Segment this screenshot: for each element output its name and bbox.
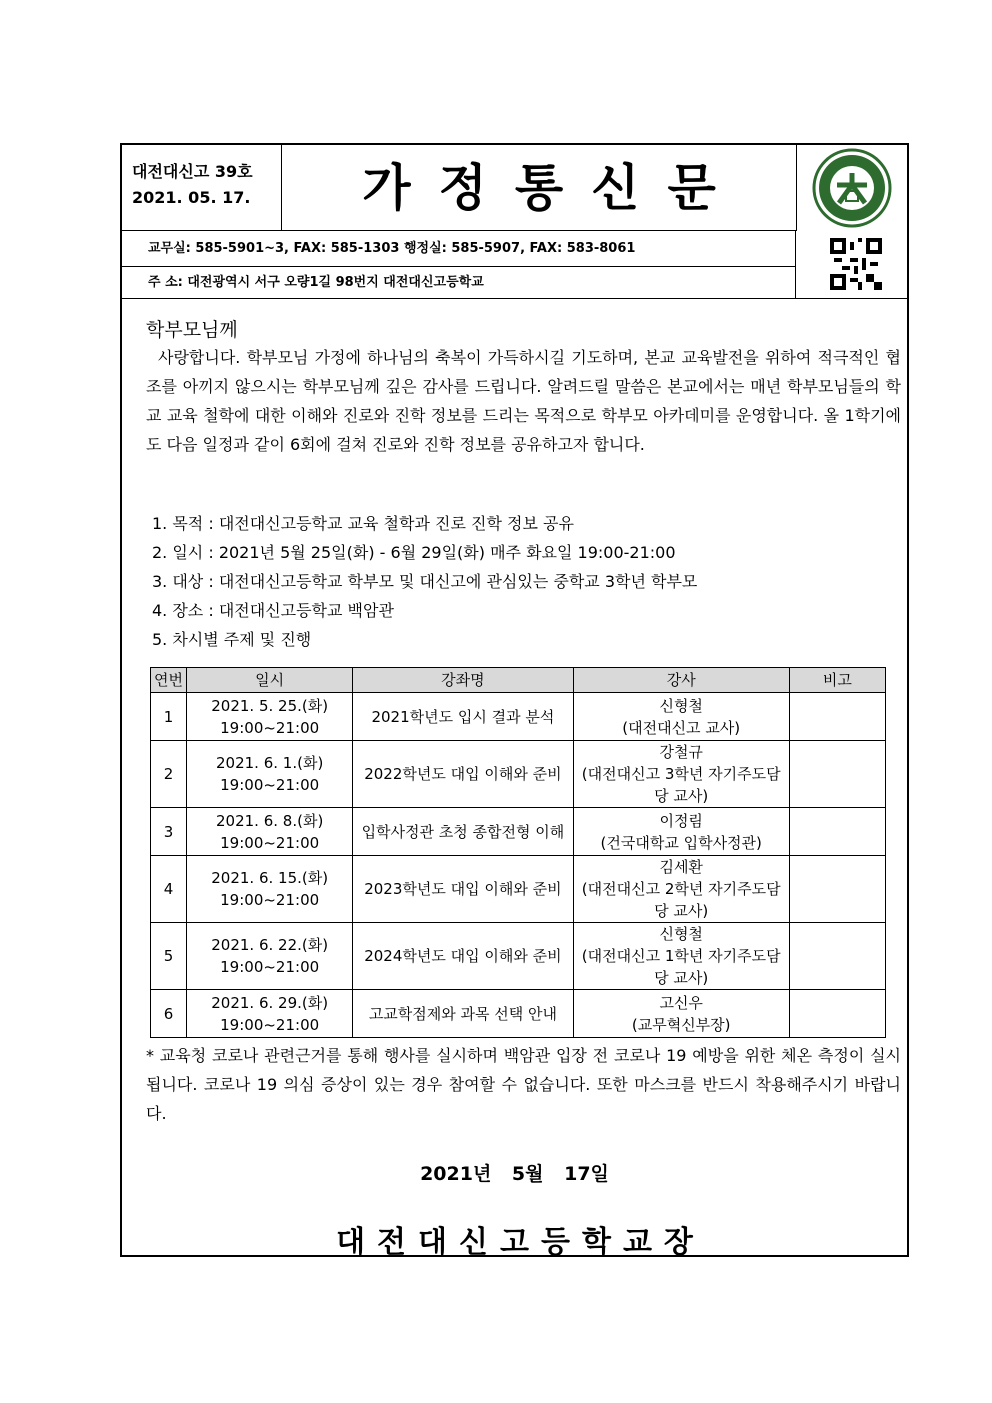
header-no: 연번 bbox=[151, 668, 187, 693]
cell-date-date: 2021. 6. 29.(화) bbox=[211, 993, 329, 1012]
cell-topic-topic: 2021학년도 입시 결과 분석 bbox=[371, 707, 555, 726]
cell-lecturer-lecturer: 신형철 bbox=[659, 925, 703, 943]
cell-topic-topic: 2024학년도 대입 이해와 준비 bbox=[364, 947, 562, 965]
cell-lecturer bbox=[573, 856, 789, 923]
issue-box bbox=[122, 145, 282, 231]
school-emblem-icon bbox=[796, 145, 907, 231]
cell-no bbox=[151, 923, 187, 990]
cell-lecturer-lecturer: 신형철 bbox=[659, 696, 703, 715]
cell-topic bbox=[353, 693, 573, 741]
cell-lecturer-lecturer: 강철규 bbox=[659, 743, 703, 761]
cell-no-no: 6 bbox=[163, 1004, 174, 1023]
cell-no-no: 4 bbox=[163, 880, 174, 898]
salutation: 학부모님께 bbox=[146, 319, 238, 341]
page-title: 가정통신문 bbox=[282, 145, 796, 231]
cell-topic bbox=[353, 808, 573, 856]
header-date: 일시 bbox=[187, 668, 353, 693]
cell-date bbox=[187, 693, 353, 741]
table-row bbox=[151, 693, 886, 741]
cell-lecturer-affil: (대전대신고 교사) bbox=[622, 718, 741, 737]
cell-note bbox=[789, 693, 885, 741]
list-item: 4. 장소 : 대전대신고등학교 백암관 bbox=[152, 601, 394, 620]
cell-lecturer bbox=[573, 990, 789, 1038]
cell-date-time: 19:00~21:00 bbox=[220, 833, 320, 852]
cell-no-no: 3 bbox=[163, 822, 174, 841]
header bbox=[122, 145, 907, 299]
issue-date: 2021. 05. 17. bbox=[132, 188, 251, 207]
address-info: 주 소: 대전광역시 서구 오량1길 98번지 대전대신고등학교 bbox=[122, 267, 796, 298]
contact-info: 교무실: 585-5901~3, FAX: 585-1303 행정실: 585-5907, FAX: 583-8061 bbox=[122, 231, 796, 267]
list-item: 2. 일시 : 2021년 5월 25일(화) - 6월 29일(화) 매주 화요일 19:00-21:00 bbox=[152, 543, 676, 562]
cell-note bbox=[789, 741, 885, 808]
cell-topic bbox=[353, 990, 573, 1038]
table-row bbox=[151, 808, 886, 856]
cell-lecturer-affil: (대전대신고 1학년 자기주도담당 교사) bbox=[581, 947, 781, 987]
cell-no bbox=[151, 808, 187, 856]
notice-text: * 교육청 코로나 관련근거를 통해 행사를 실시하며 백암관 입장 전 코로나 19 예방을 위한 체온 측정이 실시됩니다. 코로나 19 의심 증상이 있는 경우 참여할 수 없습니다. 또한 마스크를 반드시 착용해주시기 바랍니다. bbox=[146, 1046, 901, 1123]
cell-date-time: 19:00~21:00 bbox=[220, 958, 320, 976]
cell-topic-topic: 고교학점제와 과목 선택 안내 bbox=[368, 1004, 557, 1023]
cell-no-no: 1 bbox=[163, 707, 174, 726]
cell-no bbox=[151, 741, 187, 808]
cell-lecturer bbox=[573, 693, 789, 741]
issue-date-footer: 2021년 5월 17일 bbox=[420, 1163, 609, 1185]
cell-topic-topic: 입학사정관 초청 종합전형 이해 bbox=[361, 822, 565, 841]
cell-date bbox=[187, 990, 353, 1038]
header-topic: 강좌명 bbox=[353, 668, 573, 693]
cell-date bbox=[187, 923, 353, 990]
cell-date-time: 19:00~21:00 bbox=[220, 1015, 320, 1034]
cell-lecturer bbox=[573, 741, 789, 808]
schedule-table bbox=[150, 667, 886, 1038]
cell-date-time: 19:00~21:00 bbox=[220, 891, 320, 909]
cell-lecturer-affil: (대전대신고 3학년 자기주도담당 교사) bbox=[581, 765, 781, 805]
cell-lecturer bbox=[573, 923, 789, 990]
cell-date-date: 2021. 6. 8.(화) bbox=[216, 811, 324, 830]
cell-note bbox=[789, 990, 885, 1038]
list-item: 1. 목적 : 대전대신고등학교 교육 철학과 진로 진학 정보 공유 bbox=[152, 514, 574, 533]
list-item: 3. 대상 : 대전대신고등학교 학부모 및 대신고에 관심있는 중학교 3학년 학부모 bbox=[152, 572, 698, 591]
cell-lecturer-lecturer: 이정림 bbox=[659, 811, 703, 830]
cell-topic-topic: 2022학년도 대입 이해와 준비 bbox=[364, 765, 562, 783]
cell-no-no: 2 bbox=[163, 765, 174, 783]
cell-date-date: 2021. 5. 25.(화) bbox=[211, 696, 329, 715]
list-item: 5. 차시별 주제 및 진행 bbox=[152, 630, 312, 649]
cell-no bbox=[151, 693, 187, 741]
cell-date-time: 19:00~21:00 bbox=[220, 776, 320, 794]
principal-signature: 대전대신고등학교장 bbox=[336, 1225, 705, 1260]
table-row bbox=[151, 923, 886, 990]
cell-no bbox=[151, 990, 187, 1038]
table-row bbox=[151, 741, 886, 808]
cell-lecturer-affil: (교무혁신부장) bbox=[631, 1015, 731, 1034]
cell-topic bbox=[353, 923, 573, 990]
intro-paragraph: 사랑합니다. 학부모님 가정에 하나님의 축복이 가득하시길 기도하며, 본교 교육발전을 위하여 적극적인 협조를 아끼지 않으시는 학부모님께 깊은 감사를 드립니다. 알려드릴 말씀은 본교에서는 매년 학부모님들의 학교 교육 철학에 대한 이해와 진로와 진학 정보를 드리는 목적으로 학부모 아카데미를 운영합니다. 올 1학기에도 다음 일정과 같이 6회에 걸쳐 진로와 진학 정보를 공유하고자 합니다. bbox=[146, 348, 901, 454]
cell-lecturer-lecturer: 김세환 bbox=[659, 858, 703, 876]
cell-lecturer bbox=[573, 808, 789, 856]
table-row bbox=[151, 990, 886, 1038]
cell-date bbox=[187, 741, 353, 808]
cell-note bbox=[789, 923, 885, 990]
cell-lecturer-affil: (대전대신고 2학년 자기주도담당 교사) bbox=[581, 880, 781, 920]
cell-topic-topic: 2023학년도 대입 이해와 준비 bbox=[364, 880, 562, 898]
cell-no-no: 5 bbox=[163, 947, 174, 965]
header-lecturer: 강사 bbox=[573, 668, 789, 693]
info-list bbox=[146, 509, 697, 654]
cell-note bbox=[789, 856, 885, 923]
qr-code-icon bbox=[830, 238, 882, 290]
header-note: 비고 bbox=[789, 668, 885, 693]
cell-topic bbox=[353, 741, 573, 808]
cell-date-time: 19:00~21:00 bbox=[220, 718, 320, 737]
cell-date-date: 2021. 6. 15.(화) bbox=[211, 869, 329, 887]
document-frame bbox=[120, 143, 909, 1260]
cell-date bbox=[187, 856, 353, 923]
issue-number: 대전대신고 39호 bbox=[132, 162, 253, 181]
cell-date-date: 2021. 6. 22.(화) bbox=[211, 936, 329, 954]
cell-date bbox=[187, 808, 353, 856]
cell-lecturer-lecturer: 고신우 bbox=[659, 993, 703, 1012]
cell-lecturer-affil: (건국대학교 입학사정관) bbox=[600, 833, 762, 852]
cell-date-date: 2021. 6. 1.(화) bbox=[216, 754, 324, 772]
cell-note bbox=[789, 808, 885, 856]
table-header-row bbox=[151, 668, 886, 693]
table-row bbox=[151, 856, 886, 923]
cell-topic bbox=[353, 856, 573, 923]
cell-no bbox=[151, 856, 187, 923]
